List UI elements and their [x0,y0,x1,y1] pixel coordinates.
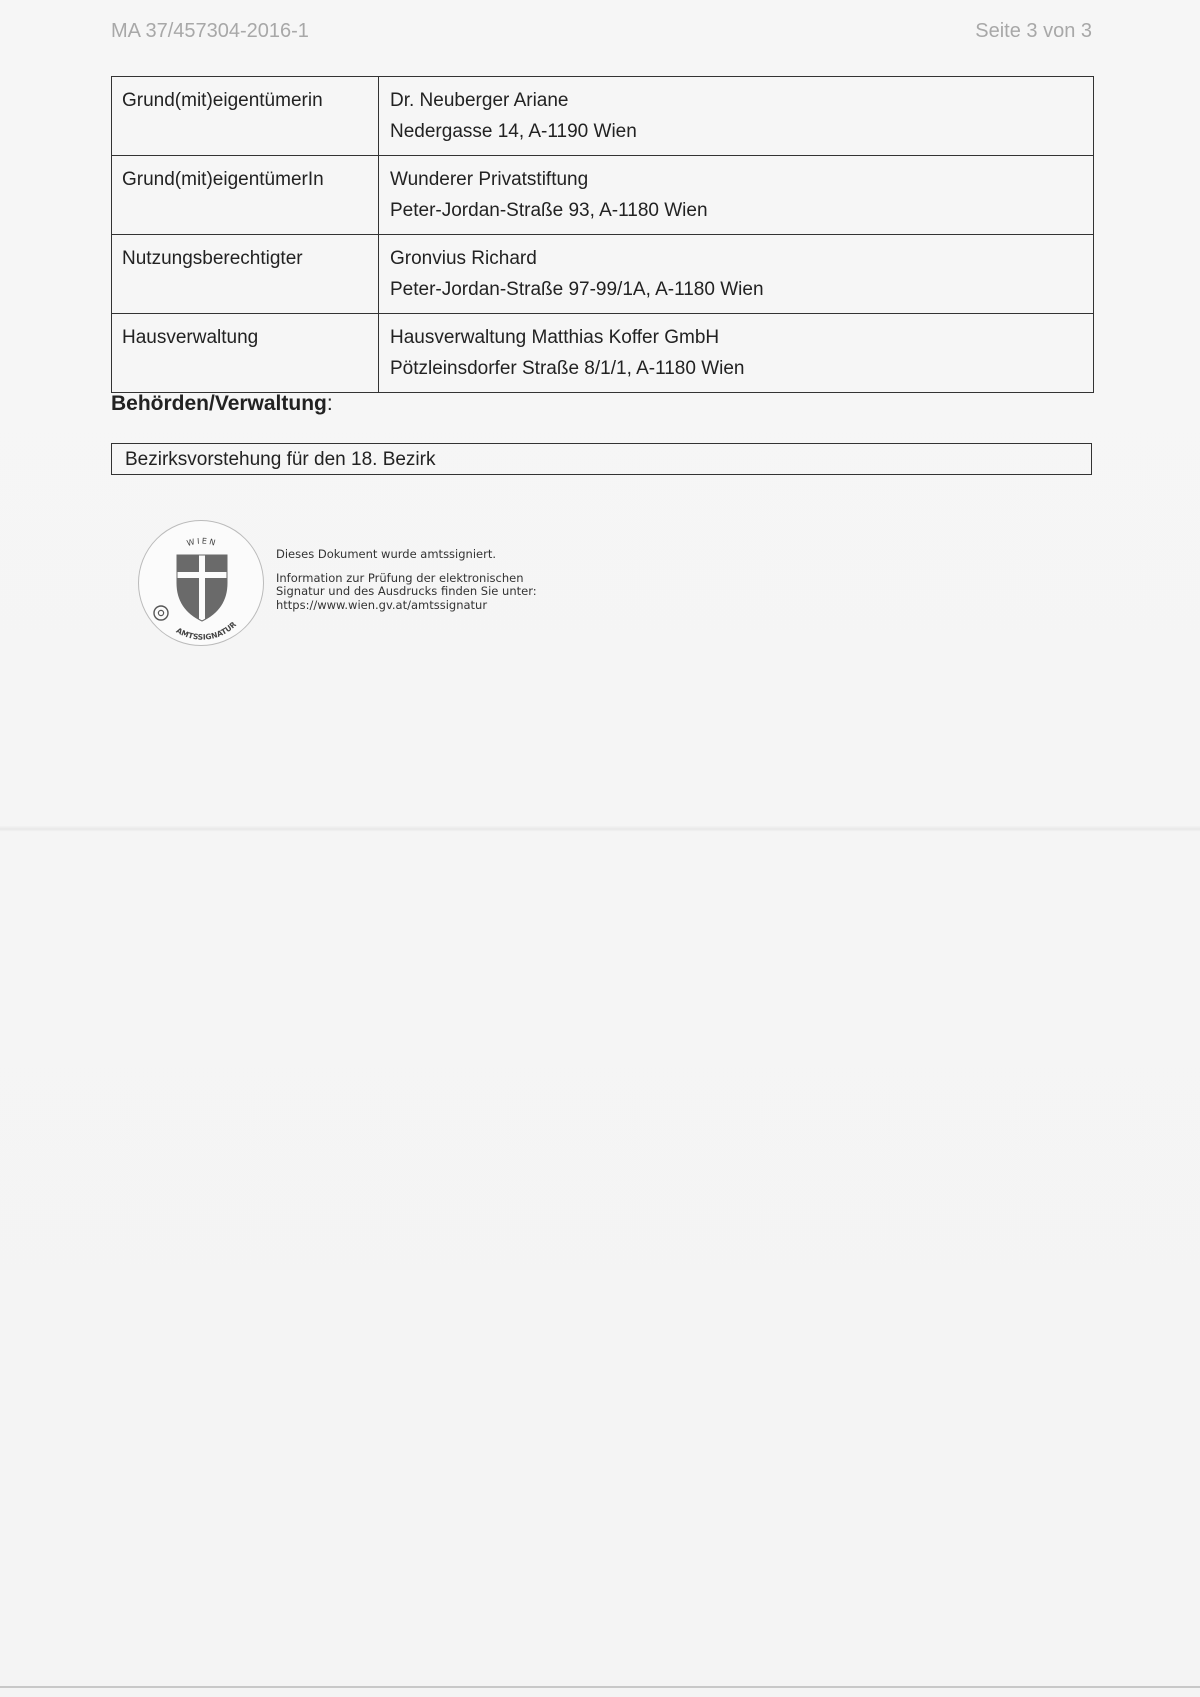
role-cell: Nutzungsberechtigter [112,235,379,314]
heading-colon: : [326,392,333,415]
signature-statement: Dieses Dokument wurde amtssigniert. [276,547,496,561]
authorities-heading-text: Behörden/Verwaltung [111,392,327,415]
party-name: Gronvius Richard [390,248,537,269]
table-row [112,314,1094,393]
signature-info [276,548,537,612]
party-cell [379,235,1094,314]
role-cell: Grund(mit)eigentümerIn [112,156,379,235]
signature-url: https://www.wien.gv.at/amtssignatur [276,597,488,612]
paper-fold-line [0,826,1200,832]
parties-table [111,76,1094,393]
table-row [112,77,1094,156]
seal-bottom-text: AMTSSIGNATUR [174,619,239,642]
svg-text:AMTSSIGNATUR [175,620,239,642]
vienna-seal-icon [138,520,264,646]
role-cell: Grund(mit)eigentümerin [112,77,379,156]
signature-info-line: Signatur und des Ausdrucks finden Sie unter: [276,584,537,598]
authority-entry: Bezirksvorstehung für den 18. Bezirk [111,443,1092,475]
authorities-heading [111,392,333,416]
page-header [111,20,1092,43]
party-address: Nedergasse 14, A-1190 Wien [390,121,637,142]
party-cell [379,314,1094,393]
party-name: Hausverwaltung Matthias Koffer GmbH [390,327,720,348]
party-name: Wunderer Privatstiftung [390,169,589,190]
table-row [112,235,1094,314]
party-address: Peter-Jordan-Straße 97-99/1A, A-1180 Wien [390,279,764,300]
reference-number: MA 37/457304-2016-1 [111,20,309,42]
seal-top-text: WIEN [185,536,219,549]
party-address: Pötzleinsdorfer Straße 8/1/1, A-1180 Wien [390,358,745,379]
party-cell [379,156,1094,235]
table-row [112,156,1094,235]
svg-text:WIEN [186,536,218,548]
official-signature-block [138,520,537,646]
role-cell: Hausverwaltung [112,314,379,393]
signature-info-line: Information zur Prüfung der elektronischen [276,570,524,585]
party-cell [379,77,1094,156]
party-address: Peter-Jordan-Straße 93, A-1180 Wien [390,200,708,221]
page-number: Seite 3 von 3 [975,20,1092,42]
party-name: Dr. Neuberger Ariane [390,90,569,111]
page-bottom-edge [0,1686,1200,1688]
